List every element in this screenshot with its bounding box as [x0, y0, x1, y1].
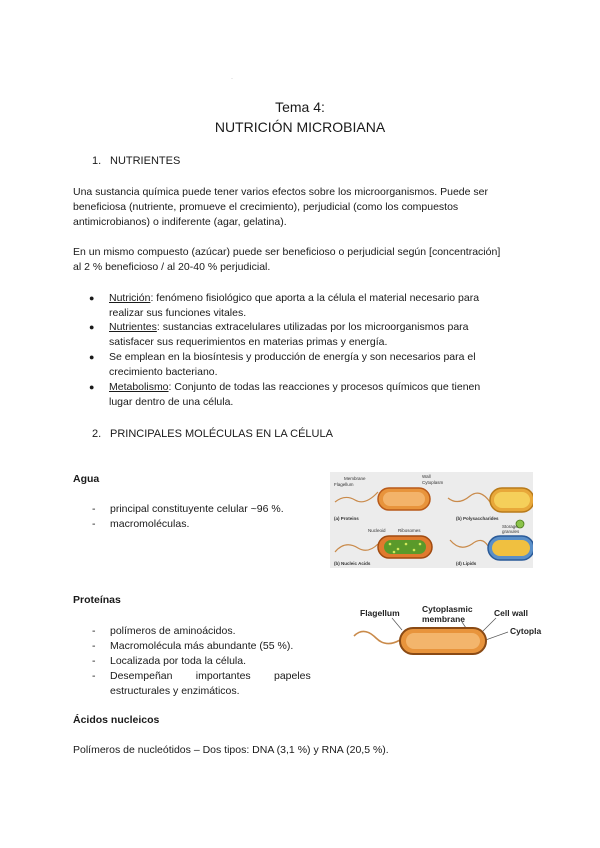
label-flagellum: Flagellum	[360, 608, 400, 618]
page-subtitle: NUTRICIÓN MICROBIANA	[214, 119, 386, 135]
document-page: · Tema 4: NUTRICIÓN MICROBIANA 1. NUTRIENTES Una sustancia química puede tener varios efectos sobre los microorganismos. Puede ser beneficiosa (nutriente, promueve el crecimiento), perjudicial (como los compuestos antimicrobianos) o indiferente (agar, gelatina). En un mismo compuesto (azúcar) puede ser beneficioso o perjudicial según [concentración] al 2 % beneficioso / al 20-40 % perjudicial. ● Nutrición: fenómeno fisiológico que aporta a la célula el material necesario para realizar sus funciones vitales. ● Nutrientes: sustancias extracelulares utilizadas por los microorganismos para satisfacer sus requerimientos en materias primas y energía. ● Se emplean en la biosíntesis y producción de energía y son necesarios para el crecimiento bacteriano. ● Metabolismo: Conjunto de todas las reacciones y procesos químicos que tienen lugar dentro de una célula. 2. PRINCIPALES MOLÉCULAS EN LA CÉLULA Agua - principal constituyente celular ~96 %. - macromoléculas. Membrane Flagellum Wall Cytoplasm (a) Proteins (b) Polysaccharides Nucleoid Ribosomes (b) Nucleic Acids (d) Lipids Storage granules Proteínas - polímeros de aminoácidos. - Macromolécula más abundante (55 %). - Localizada por toda la célula. - Desempeñan importantes papeles estructurales y enzimáticos. Flagellum Cytoplasmic membrane Cell wall Cytopla Ácidos nucleicos Polímeros de nucleótidos – Dos tipos: DNA (3,1 %) y RNA (20,5 %).	[0, 0, 600, 848]
paragraph-1	[73, 185, 528, 230]
label-ribosomes: Ribosomes	[398, 528, 421, 533]
label-polysaccharides: (b) Polysaccharides	[456, 516, 499, 521]
page-title: Tema 4:	[275, 99, 325, 115]
bullet-glyph: ●	[89, 322, 95, 332]
term-nutricion: Nutrición	[109, 292, 151, 304]
label-flagellum: Flagellum	[334, 482, 354, 487]
paragraph-line: En un mismo compuesto (azúcar) puede ser beneficioso o perjudicial según [concentración]	[73, 246, 501, 258]
section2-number: 2.	[92, 428, 102, 440]
paragraph-line: beneficiosa (nutriente, promueve el crecimiento), perjudicial (como los compuestos	[73, 201, 459, 213]
label-nucleoid: Nucleoid	[368, 528, 386, 533]
term-metabolismo: Metabolismo	[109, 381, 169, 393]
label-cytoplasm: Cytoplasm	[422, 480, 444, 485]
label-membrane: Membrane	[344, 476, 366, 481]
bullet-glyph: ●	[89, 293, 95, 303]
cell-structure-figure	[352, 604, 542, 670]
term-nutrientes: Nutrientes	[109, 321, 157, 333]
paragraph-line: al 2 % beneficioso / al 20-40 % perjudicial.	[73, 261, 271, 273]
cell-composition-figure	[330, 472, 533, 568]
label-wall: Wall	[422, 474, 431, 479]
heading-proteinas: Proteínas	[73, 594, 121, 606]
section1-number: 1.	[92, 155, 102, 167]
paragraph-2	[73, 245, 528, 275]
label-storage: Storage	[502, 524, 518, 529]
label-lipids: (d) Lipids	[456, 561, 477, 566]
section1-title: NUTRIENTES	[110, 155, 181, 167]
bullet-glyph: ●	[89, 352, 95, 362]
label-granules: granules	[502, 529, 520, 534]
heading-agua: Agua	[73, 473, 100, 485]
label-membrane: membrane	[422, 614, 465, 624]
paragraph-line: antimicrobianos) o indiferente (agar, gelatina).	[73, 216, 287, 228]
page-dot: ·	[231, 76, 233, 82]
label-cell-wall: Cell wall	[494, 608, 529, 618]
flagellum-shape	[354, 631, 400, 643]
heading-acidos-nucleicos: Ácidos nucleicos	[73, 714, 160, 726]
paragraph-line: Una sustancia química puede tener varios efectos sobre los microorganismos. Puede ser	[73, 186, 488, 198]
label-proteins: (a) Proteins	[334, 516, 359, 521]
bullet-glyph: ●	[89, 382, 95, 392]
section2-title: PRINCIPALES MOLÉCULAS EN LA CÉLULA	[110, 428, 333, 440]
acidos-text: Polímeros de nucleótidos – Dos tipos: DNA (3,1 %) y RNA (20,5 %).	[73, 744, 389, 756]
label-nucleic: (b) Nucleic Acids	[334, 561, 371, 566]
label-cytoplasm: Cytopla	[510, 626, 542, 636]
flagellum-shape	[335, 492, 378, 502]
label-cytoplasmic: Cytoplasmic	[422, 604, 473, 614]
